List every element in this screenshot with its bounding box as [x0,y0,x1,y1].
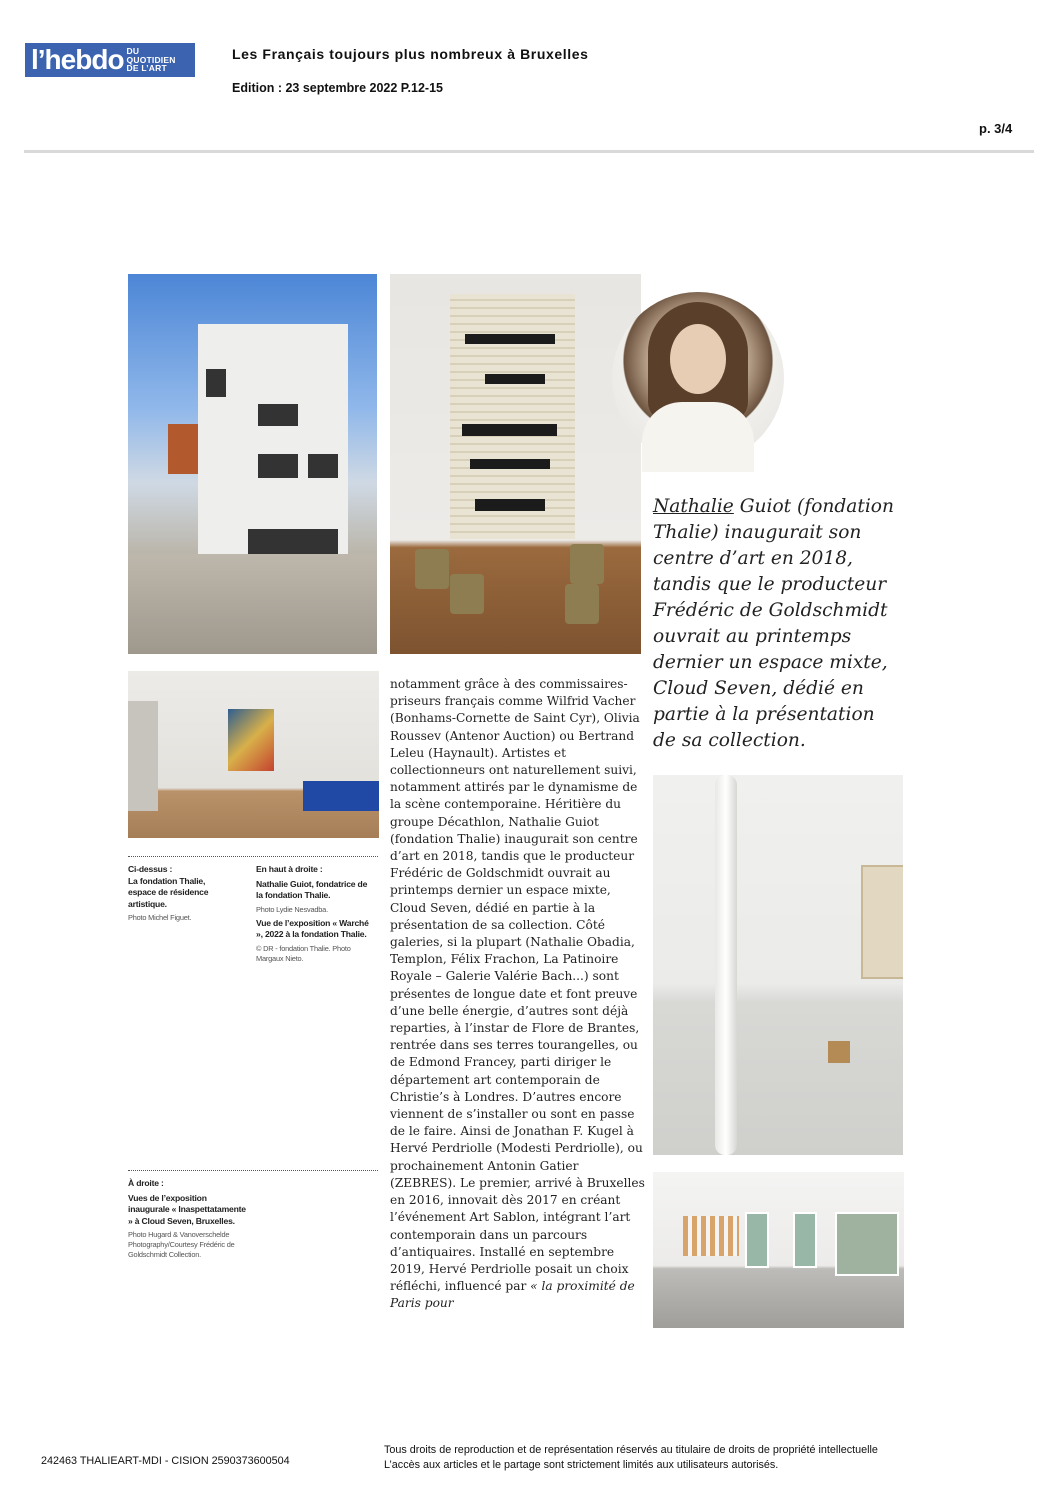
photo-fondation-thalie-building [128,274,377,654]
article-text: notamment grâce à des commissaires-priseurs français comme Wilfrid Vacher (Bonhams-Cornette de Saint Cyr), Olivia Roussev (Antenor Auction) ou Bertrand Leleu (Haynault). Artistes et collectionneurs ont naturellement suivi, notamment attirés par le dynamisme de la scène contemporaine. Héritière du groupe Décathlon, Nathalie Guiot (fondation Thalie) inaugurait son centre d’art en 2018, tandis que le producteur Frédéric de Goldschmidt ouvrait au printemps dernier un espace mixte, Cloud Seven, dédié en partie à la présentation de sa collection. Côté galeries, si la plupart (Nathalie Obadia, Templon, Félix Frachon, La Patinoire Royale – Galerie Valérie Bach...) sont présentes de longue date et font preuve d’une belle énergie, d’autres sont déjà reparties, à l’instar de Flore de Brantes, rentrée dans ses terres tourangelles, ou de Edmond Francey, parti diriger le département art contemporain de Christie’s à Londres. D’autres encore viennent de s’installer ou sont en passe de le faire. Ainsi de Jonathan F. Kugel à Hervé Perdriolle (Modesti Perdriolle), ou prochainement Antonin Gatier (ZEBRES). Le premier, arrivé à Bruxelles en 2016, innovait dès 2017 en créant l’événement Art Sablon, intégrant l’art contemporain dans un parcours d’antiquaires. Installé en septembre 2019, Hervé Perdriolle posait un choix réfléchi, influencé par [390,677,645,1294]
logo-wordmark: l’hebdo [31,44,124,75]
caption-residence [128,864,223,923]
portrait-nathalie-guiot [612,292,784,464]
caption-portrait-exhibition [256,864,371,964]
caption-text-2: Vue de l’exposition « Warché », 2022 à la fondation Thalie. [256,917,369,939]
photo-cloud-seven-room [653,1172,904,1328]
caption-label: Ci-dessus : [128,864,173,874]
caption-credit-2: © DR - fondation Thalie. Photo Margaux Nieto. [256,943,351,963]
caption-credit: Photo Michel Figuet. [128,913,192,922]
page-number: p. 3/4 [979,121,1013,136]
photo-exhibition-warche [390,274,641,654]
photo-cloud-seven-sculpture [653,775,903,1155]
logo-subtitle: DU QUOTIDIEN DE L’ART [126,46,176,74]
footer-reference: 242463 THALIEART-MDI - CISION 2590373600504 [41,1455,290,1467]
article-headline: Les Français toujours plus nombreux à Bruxelles [232,46,589,62]
caption-credit: Photo Hugard & Vanoverschelde Photography/Courtesy Frédéric de Goldschmidt Collection. [128,1230,235,1259]
caption-text: Vues de l’exposition inaugurale « Inaspettatamente » à Cloud Seven, Bruxelles. [128,1192,246,1226]
caption-label: En haut à droite : [256,864,323,874]
pull-quote [653,494,903,754]
caption-label: À droite : [128,1178,164,1188]
caption-divider [128,856,378,857]
caption-credit: Photo Lydie Nesvadba. [256,904,328,914]
caption-divider [128,1170,378,1171]
header-divider [24,150,1034,153]
footer-rights: Tous droits de reproduction et de représentation réservés au titulaire de droits de propriété intellectuelle L’accès aux articles et le partage sont strictement limités aux utilisateurs autorisés. [384,1444,878,1471]
caption-text: Nathalie Guiot, fondatrice de la fondation Thalie. [256,878,368,900]
publication-logo [25,43,195,77]
pull-quote-text: Guiot (fondation Thalie) inaugurait son centre d’art en 2018, tandis que le producteur Frédéric de Goldschmidt ouvrait au printemps dernier un espace mixte, Cloud Seven, dédié en partie à la présentation de sa collection. [653,496,894,751]
edition-info: Edition : 23 septembre 2022 P.12-15 [232,81,443,95]
article-body [390,676,645,1313]
photo-residence-interior [128,671,379,838]
caption-cloud-seven [128,1178,248,1260]
article-quote-fragment: « la proximité de Paris pour [390,1279,635,1311]
pull-quote-name: Nathalie [653,496,734,517]
caption-text: La fondation Thalie, espace de résidence artistique. [128,875,209,909]
